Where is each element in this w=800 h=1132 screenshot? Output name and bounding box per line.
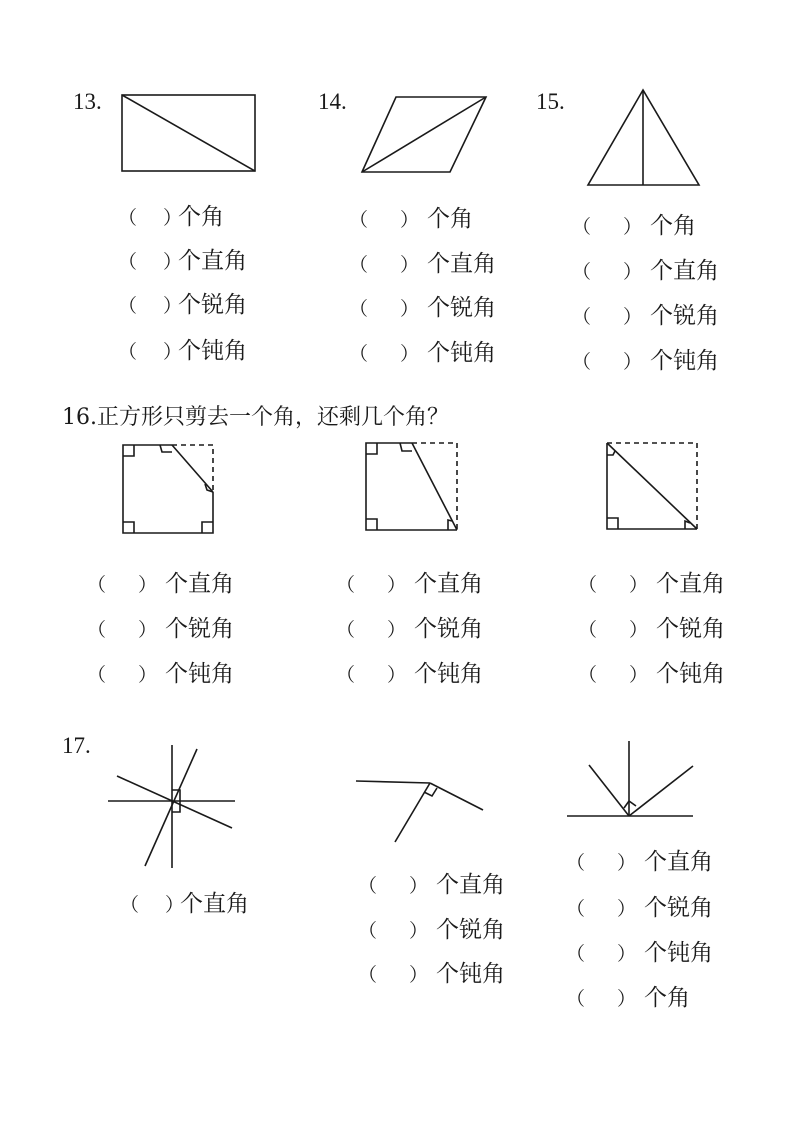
p13-count-angle-line: （ ）个角 (118, 204, 224, 230)
p13-count-obtuse-line: （ ）个钝角 (118, 338, 247, 364)
problem-15-number: 15. (536, 89, 565, 114)
p17b-count-acute-line: （ ） 个锐角 (358, 917, 505, 943)
p17c-count-right-line: （ ） 个直角 (566, 849, 713, 875)
p15-count-obtuse-line: （ ） 个钝角 (572, 348, 719, 374)
p16c-count-right-line: （ ） 个直角 (578, 571, 725, 597)
bent-line-figure (356, 781, 483, 842)
p16b-count-acute-line: （ ） 个锐角 (336, 616, 483, 642)
intersecting-lines-figure (108, 745, 235, 868)
p17c-count-obtuse-line: （ ） 个钝角 (566, 940, 713, 966)
p14-count-acute-line: （ ） 个锐角 (349, 295, 496, 321)
problem-13-number: 13. (73, 89, 102, 114)
p17b-count-right-line: （ ） 个直角 (358, 872, 505, 898)
rays-on-line-figure (567, 741, 693, 816)
p13-count-acute-line: （ ）个锐角 (118, 292, 247, 318)
square-cut-corner-figure-a (123, 445, 213, 533)
p17a-count-right-line: （ ）个直角 (120, 891, 249, 917)
p14-count-angle-line: （ ） 个角 (349, 206, 473, 232)
p14-count-right-line: （ ） 个直角 (349, 251, 496, 277)
problem-17-number: 17. (62, 733, 91, 758)
triangle-with-altitude-figure (588, 90, 699, 185)
p15-count-angle-line: （ ） 个角 (572, 213, 696, 239)
parallelogram-with-diagonal-figure (362, 97, 486, 172)
p16a-count-right-line: （ ） 个直角 (87, 571, 234, 597)
p16a-count-acute-line: （ ） 个锐角 (87, 616, 234, 642)
p17b-count-obtuse-line: （ ） 个钝角 (358, 961, 505, 987)
p16c-count-acute-line: （ ） 个锐角 (578, 616, 725, 642)
rectangle-with-diagonal-figure (122, 95, 255, 171)
problem-14-number: 14. (318, 89, 347, 114)
p17c-count-angle-line: （ ） 个角 (566, 985, 690, 1011)
p13-count-right-line: （ ）个直角 (118, 248, 247, 274)
p17c-count-acute-line: （ ） 个锐角 (566, 895, 713, 921)
problem-16-prompt: 16.正方形只剪去一个角，还剩几个角？ (62, 405, 449, 430)
square-cut-corner-figure-c (607, 443, 697, 529)
square-cut-corner-figure-b (366, 443, 457, 530)
p16b-count-obtuse-line: （ ） 个钝角 (336, 661, 483, 687)
p15-count-acute-line: （ ） 个锐角 (572, 303, 719, 329)
p16a-count-obtuse-line: （ ） 个钝角 (87, 661, 234, 687)
p14-count-obtuse-line: （ ） 个钝角 (349, 340, 496, 366)
p16c-count-obtuse-line: （ ） 个钝角 (578, 661, 725, 687)
p16b-count-right-line: （ ） 个直角 (336, 571, 483, 597)
p15-count-right-line: （ ） 个直角 (572, 258, 719, 284)
